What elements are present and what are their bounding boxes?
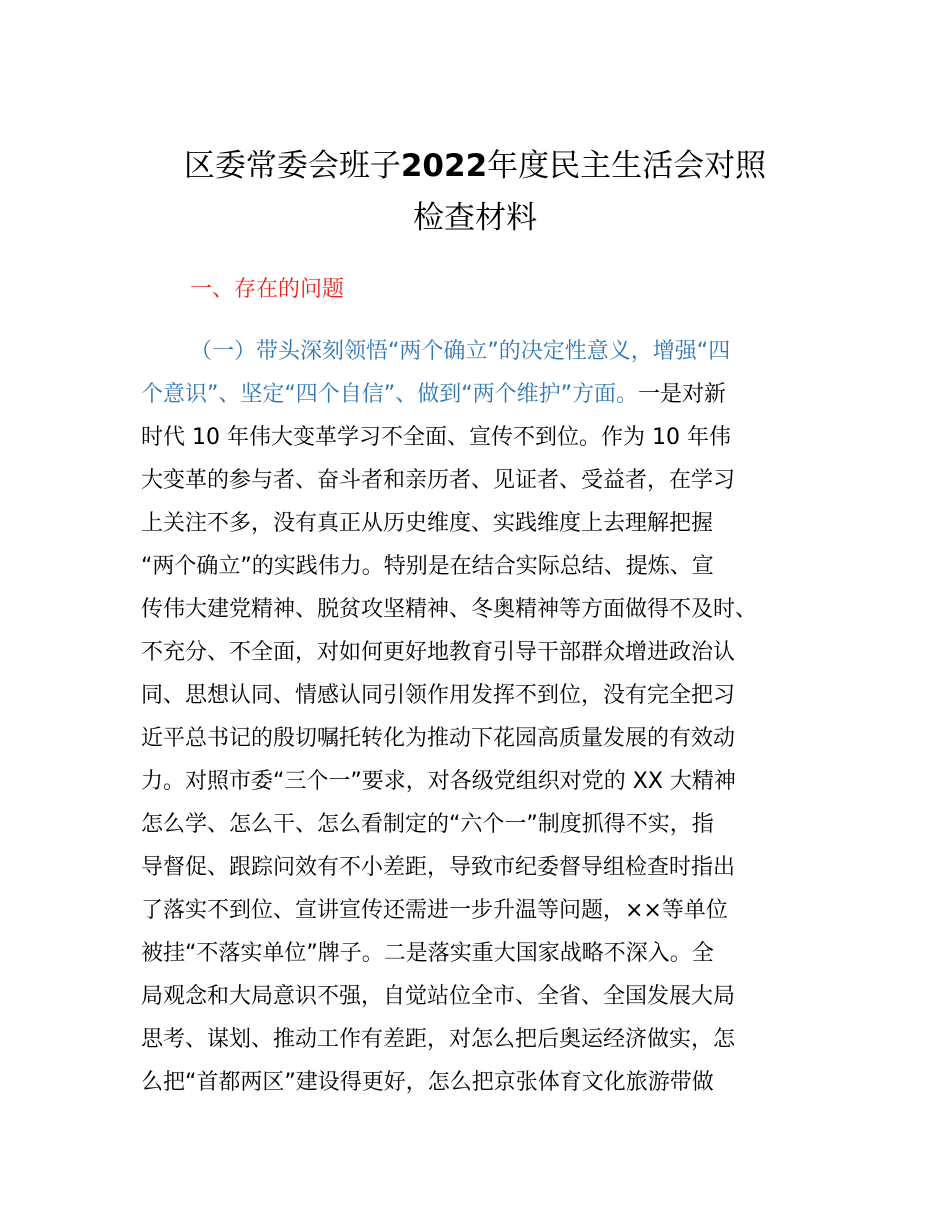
body-line: 传伟大建党精神、脱贫攻坚精神、冬奥精神等方面做得不及时、	[141, 597, 758, 622]
body-line: 导督促、跟踪问效有不小差距，导致市纪委督导组检查时指出	[141, 855, 736, 880]
body-line: 么把“首都两区”建设得更好，怎么把京张体育文化旅游带做	[141, 1070, 714, 1095]
document-title-line-1	[0, 142, 950, 190]
title-part-2: 年度民主生活会对照	[487, 148, 767, 184]
subheading-line-2	[141, 375, 726, 415]
body-line: 力。对照市委“三个一”要求，对各级党组织对党的 XX 大精神	[141, 769, 736, 794]
body-line: 被挂“不落实单位”牌子。二是落实重大国家战略不深入。全	[141, 941, 714, 966]
subheading-line-2-text: 个意识”、坚定“四个自信”、做到“两个维护”方面。	[141, 382, 638, 407]
body-line: 时代 10 年伟大变革学习不全面、宣传不到位。作为 10 年伟	[141, 425, 731, 450]
title-year: 2022	[400, 148, 488, 184]
body-line: 近平总书记的殷切嘱托转化为推动下花园高质量发展的有效动	[141, 726, 736, 751]
body-line: 思考、谋划、推动工作有差距，对怎么把后奥运经济做实，怎	[141, 1027, 736, 1052]
body-line: 局观念和大局意识不强，自觉站位全市、全省、全国发展大局	[141, 984, 736, 1009]
subheading-line-1: （一）带头深刻领悟“两个确立”的决定性意义，增强“四	[190, 339, 731, 364]
body-line: 上关注不多，没有真正从历史维度、实践维度上去理解把握	[141, 511, 714, 536]
body-line: 怎么学、怎么干、怎么看制定的“六个一”制度抓得不实，指	[141, 812, 714, 837]
body-line-2-rest: 一是对新	[638, 382, 727, 407]
body-line: 不充分、不全面，对如何更好地教育引导干部群众增进政治认	[141, 640, 736, 665]
body-line: 同、思想认同、情感认同引领作用发挥不到位，没有完全把习	[141, 683, 736, 708]
body-line: “两个确立”的实践伟力。特别是在结合实际总结、提炼、宣	[141, 554, 714, 579]
document-title-line-2: 检查材料	[413, 200, 537, 236]
body-line: 大变革的参与者、奋斗者和亲历者、见证者、受益者，在学习	[141, 468, 736, 493]
body-line: 了落实不到位、宣讲宣传还需进一步升温等问题，××等单位	[141, 898, 728, 923]
title-part-1: 区委常委会班子	[183, 148, 401, 184]
section-heading-problems: 一、存在的问题	[190, 277, 345, 302]
